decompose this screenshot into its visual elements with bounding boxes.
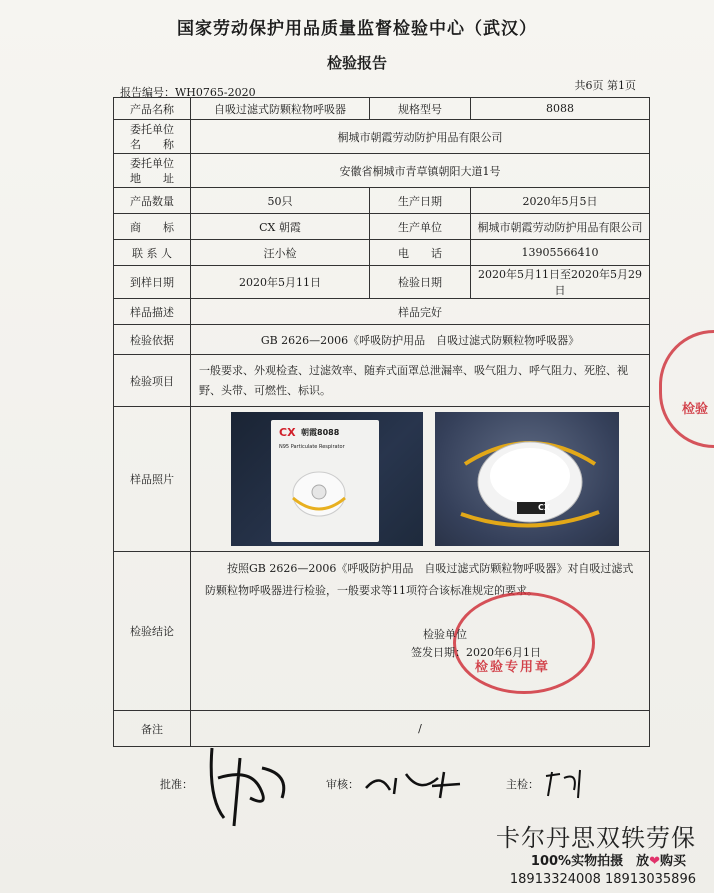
report-title: 国家劳动保护用品质量监督检验中心（武汉）	[177, 19, 537, 39]
field-label: 规格型号	[370, 98, 471, 120]
sign-unit: 检验单位	[423, 628, 467, 641]
field-label: 产品数量	[114, 188, 191, 214]
field-value: 样品完好	[191, 299, 650, 325]
field-label: 电 话	[370, 240, 471, 266]
box-brand: CX	[279, 426, 296, 439]
conclusion-cell	[191, 552, 650, 711]
field-value: 50只	[191, 188, 370, 214]
box-photo	[231, 412, 423, 546]
chief-signature	[540, 766, 590, 802]
mask-on-box-icon	[289, 464, 349, 520]
field-label	[114, 120, 191, 154]
field-value: 汪小检	[191, 240, 370, 266]
product-box	[271, 420, 379, 542]
field-label: 样品描述	[114, 299, 191, 325]
field-label	[114, 154, 191, 188]
field-label: 检验依据	[114, 325, 191, 355]
field-value: 13905566410	[471, 240, 650, 266]
field-value: 桐城市朝霞劳动防护用品有限公司	[471, 214, 650, 240]
watermark-footer	[0, 814, 714, 893]
report-number: 报告编号：WH0765-2020	[120, 86, 256, 99]
table-row	[114, 299, 650, 325]
field-label-line: 委托单位	[130, 156, 174, 170]
box-title: 朝霞8088	[301, 428, 340, 437]
chief-label: 主检：	[506, 778, 539, 791]
field-label: 商 标	[114, 214, 191, 240]
shop-brand: 卡尔丹思双轶劳保	[496, 824, 696, 852]
stamp-text: 检验专用章	[475, 660, 551, 675]
field-label: 生产日期	[370, 188, 471, 214]
field-value: GB 2626—2006《呼吸防护用品 自吸过滤式防颗粒物呼吸器》	[191, 325, 650, 355]
heart-icon: ❤	[649, 854, 660, 869]
approve-label: 批准：	[160, 778, 193, 791]
field-value: 一般要求、外观检查、过滤效率、随弃式面罩总泄漏率、吸气阻力、呼气阻力、死腔、视野、头带、可燃性、标识。	[191, 355, 650, 407]
field-label: 样品照片	[114, 407, 191, 552]
table-row	[114, 325, 650, 355]
table-row	[114, 266, 650, 299]
field-value: CX 朝霞	[191, 214, 370, 240]
report-subtitle: 检验报告	[326, 54, 387, 72]
table-row	[114, 552, 650, 711]
side-stamp	[659, 330, 714, 448]
field-label: 检验日期	[370, 266, 471, 299]
side-stamp-text: 检验	[681, 402, 708, 417]
field-value: 2020年5月5日	[471, 188, 650, 214]
shop-phones: 18913324008 18913035896	[509, 872, 696, 887]
box-subtitle: N95 Particulate Respirator	[279, 444, 345, 450]
table-row	[114, 214, 650, 240]
shop-slogan	[531, 850, 686, 869]
table-row	[114, 154, 650, 188]
field-value: 8088	[471, 98, 650, 120]
field-label: 生产单位	[370, 214, 471, 240]
official-stamp	[453, 592, 595, 694]
table-row	[114, 188, 650, 214]
field-value: 自吸过滤式防颗粒物呼吸器	[191, 98, 370, 120]
field-label: 检验项目	[114, 355, 191, 407]
sign-date: 签发日期：2020年6月1日	[411, 646, 541, 659]
field-label: 到样日期	[114, 266, 191, 299]
review-signature	[360, 764, 470, 804]
field-label: 联 系 人	[114, 240, 191, 266]
field-label: 检验结论	[114, 552, 191, 711]
mask-logo: CX	[538, 503, 551, 512]
field-label: 备注	[114, 711, 191, 747]
table-row	[114, 355, 650, 407]
conclusion-text: 按照GB 2626—2006《呼吸防护用品 自吸过滤式防颗粒物呼吸器》对自吸过滤式防颗粒物呼吸器进行检验，一般要求等11项符合该标准规定的要求。	[205, 562, 634, 597]
field-value: 2020年5月11日至2020年5月29日	[471, 266, 650, 299]
field-value: 2020年5月11日	[191, 266, 370, 299]
report-table	[113, 97, 650, 747]
field-value: 安徽省桐城市青草镇朝阳大道1号	[191, 154, 650, 188]
sample-photos	[191, 407, 649, 551]
slogan-text: 100%实物拍摄 放	[530, 854, 650, 869]
mask-photo	[435, 412, 619, 546]
field-label-line: 地 址	[130, 171, 174, 185]
page-count: 共6页 第1页	[574, 79, 636, 92]
table-row	[114, 98, 650, 120]
field-label-line: 名 称	[130, 137, 174, 151]
field-value: /	[191, 711, 650, 747]
slogan-text: 购买	[659, 854, 686, 869]
table-row	[114, 407, 650, 552]
field-value: 桐城市朝霞劳动防护用品有限公司	[191, 120, 650, 154]
field-label: 产品名称	[114, 98, 191, 120]
review-label: 审核：	[326, 778, 359, 791]
photo-cell	[191, 407, 650, 552]
table-row	[114, 120, 650, 154]
field-label-line: 委托单位	[130, 122, 174, 136]
respirator-icon	[455, 420, 605, 538]
table-row	[114, 240, 650, 266]
